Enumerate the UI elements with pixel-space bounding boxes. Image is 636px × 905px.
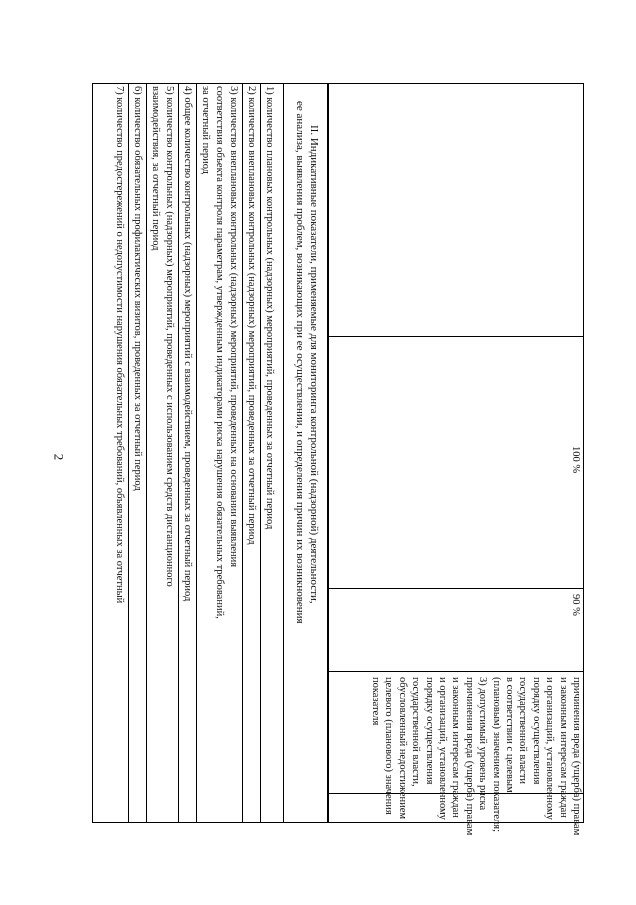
table-top-divider-3: [328, 671, 584, 672]
col-c-line: порядку осуществления: [423, 677, 435, 785]
col-c-line: в соответствии с целевым: [503, 677, 515, 793]
col-c-line: причинения вреда (ущерба) правам: [571, 677, 582, 836]
col-c-line: 3) допустимый уровень риска: [477, 677, 489, 811]
indicator-row: 7) количество предостережений о недопустимости нарушения обязательных требований, объявленных за отчетный: [114, 86, 125, 604]
row-divider: [242, 83, 243, 823]
rotated-document-sheet: [88, 73, 588, 836]
indicator-row: 5) количество контрольных (надзорных) мероприятий, проведенных с использованием средств дистанционного: [164, 86, 175, 587]
row-divider: [196, 83, 197, 823]
section-two-heading-line1: II. Индикативные показатели, применяемые для мониторинга контрольной (надзорной) деятельности,: [308, 125, 320, 604]
indicator-row: 4) общее количество контрольных (надзорных) мероприятий с взаимодействием, проведенных за отчетный период: [182, 86, 193, 602]
table-top-col-b: 90 %: [570, 594, 581, 616]
col-c-line: и законным интересам граждан: [557, 677, 569, 818]
col-c-line: целевого (планового) значения: [383, 677, 395, 815]
indicator-row: 2) количество внеплановых контрольных (надзорных) мероприятий, проведенных за отчетный период: [246, 86, 257, 545]
col-c-line: и законным интересам граждан: [450, 677, 462, 818]
indicator-row-continued: соответствия объекта контроля параметрам, утвержденным индикаторами риска нарушения обязательных требований,: [214, 86, 225, 619]
row-divider: [260, 83, 261, 823]
col-c-line: причинения вреда (ущерба) правам: [463, 677, 475, 836]
row-divider: [128, 83, 129, 823]
indicator-row-continued: взаимодействия, за отчетный период: [150, 86, 161, 251]
col-c-line: государственной власти,: [410, 677, 422, 787]
table-top-col-a: 100 %: [570, 446, 581, 474]
indicator-row: 6) количество обязательных профилактических визитов, проведенных за отчетный период: [132, 86, 143, 491]
col-c-line: и организаций, установленному: [436, 677, 448, 820]
row-divider: [146, 83, 147, 823]
section-two-heading-line2: ее анализа, выявления проблем, возникающих при ее осуществлении, и определения причин их возникновения: [294, 101, 306, 624]
col-c-line: государственной власти: [517, 677, 529, 785]
col-c-line: и организаций, установленному: [544, 677, 556, 820]
indicator-row: 3) количество внеплановых контрольных (надзорных) мероприятий, проведенных на основании выявления: [228, 86, 239, 568]
table-top-divider-1: [328, 336, 584, 337]
section-two-rule: [283, 83, 284, 823]
indicator-row-continued: за отчетный период: [200, 86, 211, 175]
col-c-line: обусловленный недостижением: [396, 677, 408, 820]
col-c-line: показателя: [369, 677, 381, 726]
table-top-col-c: [369, 677, 584, 836]
indicator-row: 1) количество плановых контрольных (надзорных) мероприятий, проведенных за отчетный период: [264, 86, 275, 530]
page-number: 2: [51, 453, 67, 461]
table-top-divider-2: [328, 588, 584, 589]
col-c-line: (плановым) значением показателя;: [490, 677, 502, 833]
row-divider: [178, 83, 179, 823]
col-c-line: порядку осуществления: [530, 677, 542, 785]
